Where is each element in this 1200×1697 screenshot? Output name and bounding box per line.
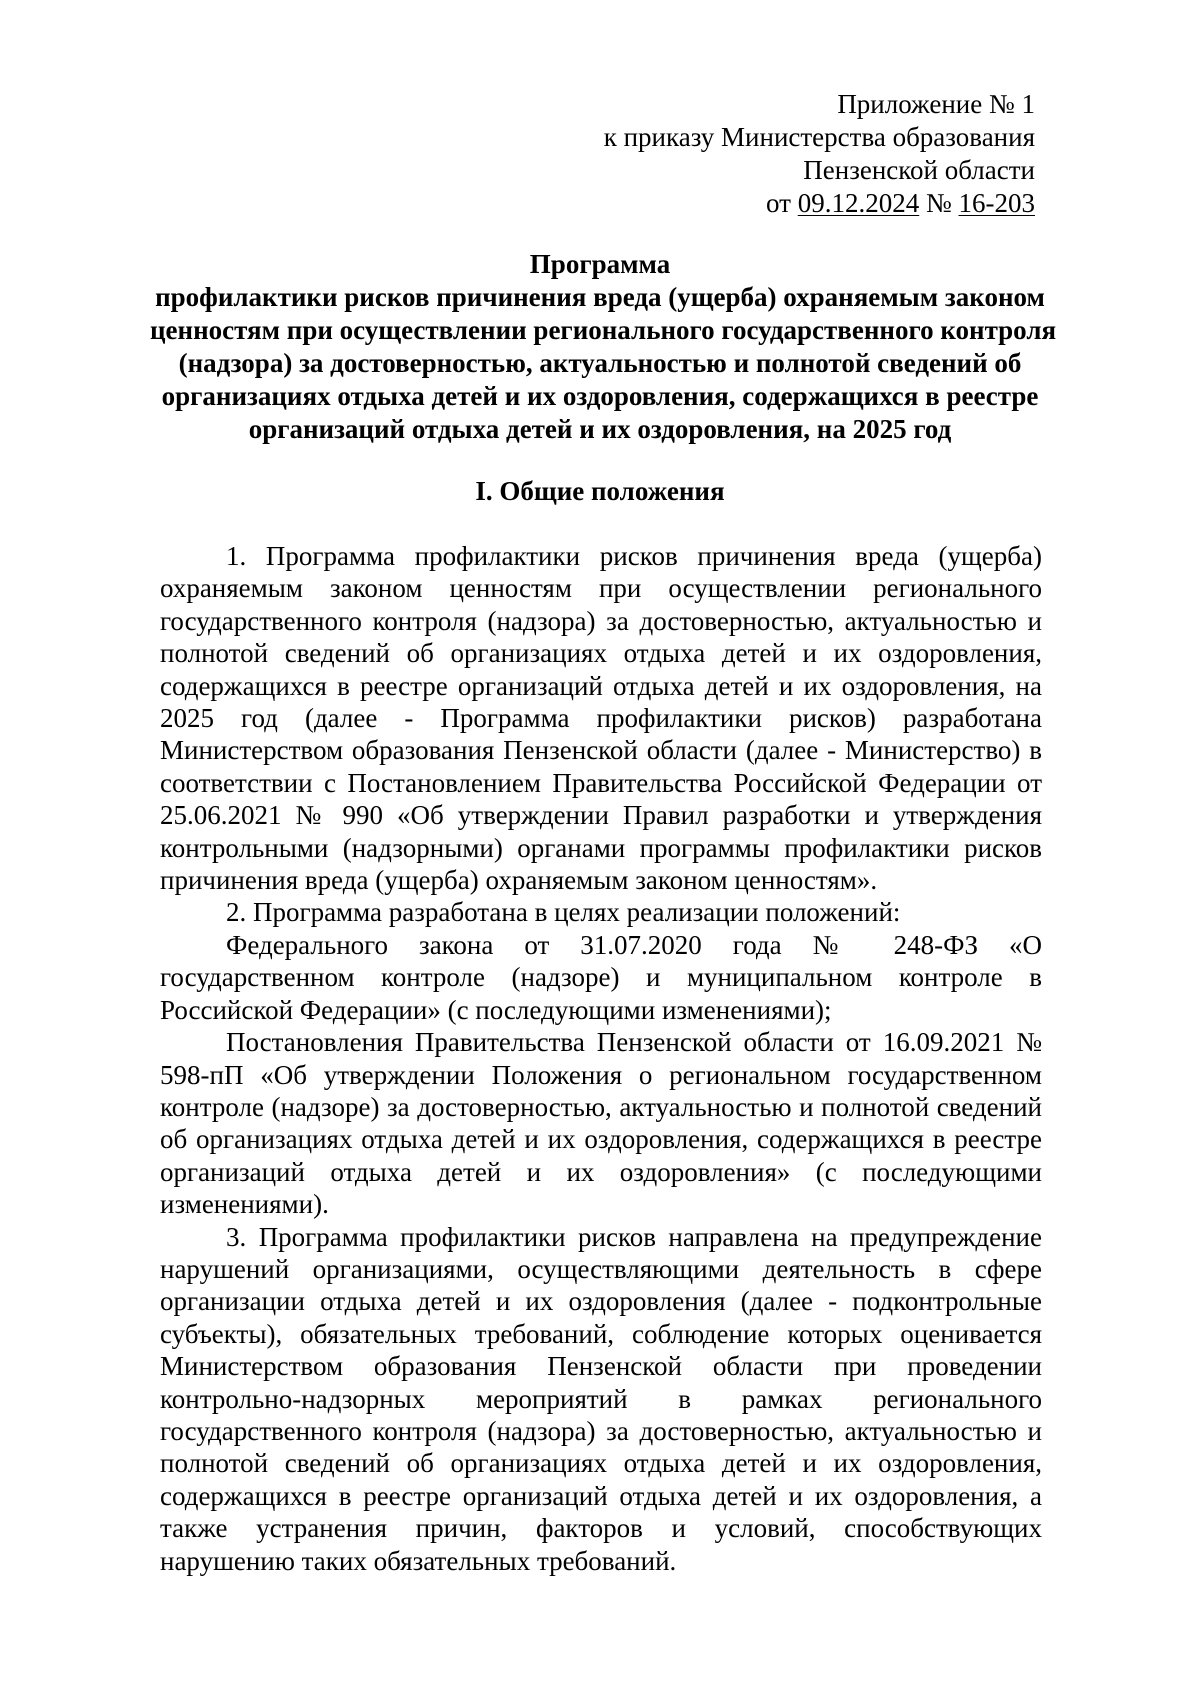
paragraph: 2. Программа разработана в целях реализации положений:: [226, 897, 901, 928]
appendix-region: Пензенской области: [803, 155, 1035, 185]
title-line: Программа: [529, 249, 671, 279]
paragraph: 3. Программа профилактики рисков направлена на предупреждение нарушений организациями, осуществляющими деятельность в сфере организации отдыха детей и их оздоровления (далее - подконтрольные субъекты), обязательных требований, соблюдение которых оценивается Министерством образования Пензенской области при проведении контрольно-надзорных мероприятий в рамках регионального государственного контроля (надзора) за достоверностью, актуальностью и полнотой сведений об организациях отдыха детей и их оздоровления, содержащихся в реестре организаций отдыха детей и их оздоровления, а также устранения причин, факторов и условий, способствующих нарушению таких обязательных требований.: [160, 1221, 1042, 1576]
title-line: организациях отдыха детей и их оздоровления, содержащихся в реестре: [161, 381, 1039, 411]
appendix-number: Приложение № 1: [837, 89, 1035, 119]
title-line: профилактики рисков причинения вреда (ущерба) охраняемым законом: [155, 282, 1045, 312]
appendix-order-reference: к приказу Министерства образования: [603, 122, 1035, 152]
appendix-order-date-line: [435, 187, 1035, 220]
title-line: (надзора) за достоверностью, актуальностью и полнотой сведений об: [178, 348, 1022, 378]
title-line: ценностям при осуществлении регионального государственного контроля: [150, 315, 1057, 345]
order-number: 16-203: [958, 188, 1035, 218]
document-title: [150, 248, 1057, 446]
title-line: организаций отдыха детей и их оздоровления, на 2025 год: [248, 414, 952, 444]
paragraph: 1. Программа профилактики рисков причинения вреда (ущерба) охраняемым законом ценностям при осуществлении регионального государственного контроля (надзора) за достоверностью, актуальностью и полнотой сведений об организациях отдыха детей и их оздоровления, содержащихся в реестре организаций отдыха детей и их оздоровления, на 2025 год (далее - Программа профилактики рисков) разработана Министерством образования Пензенской области (далее - Министерство) в соответствии с Постановлением Правительства Российской Федерации от 25.06.2021 № 990 «Об утверждении Правил разработки и утверждения контрольными (надзорными) органами программы профилактики рисков причинения вреда (ущерба) охраняемым законом ценностям».: [160, 541, 1042, 896]
order-date-prefix: от: [766, 188, 791, 218]
appendix-header: [435, 88, 1035, 220]
order-number-prefix: №: [925, 188, 952, 218]
document-body: [160, 540, 1042, 1577]
order-date: 09.12.2024: [797, 188, 920, 218]
paragraph: Постановления Правительства Пензенской области от 16.09.2021 № 598-пП «Об утверждении Положения о региональном государственном контроле (надзоре) за достоверностью, актуальностью и полнотой сведений об организациях отдыха детей и их оздоровления, содержащихся в реестре организаций отдыха детей и их оздоровления» (с последующими изменениями).: [160, 1027, 1042, 1220]
paragraph: Федерального закона от 31.07.2020 года № 248-ФЗ «О государственном контроле (надзоре) и муниципальном контроле в Российской Федерации» (с последующими изменениями);: [160, 929, 1042, 1025]
section-heading: I. Общие положения: [475, 476, 725, 506]
